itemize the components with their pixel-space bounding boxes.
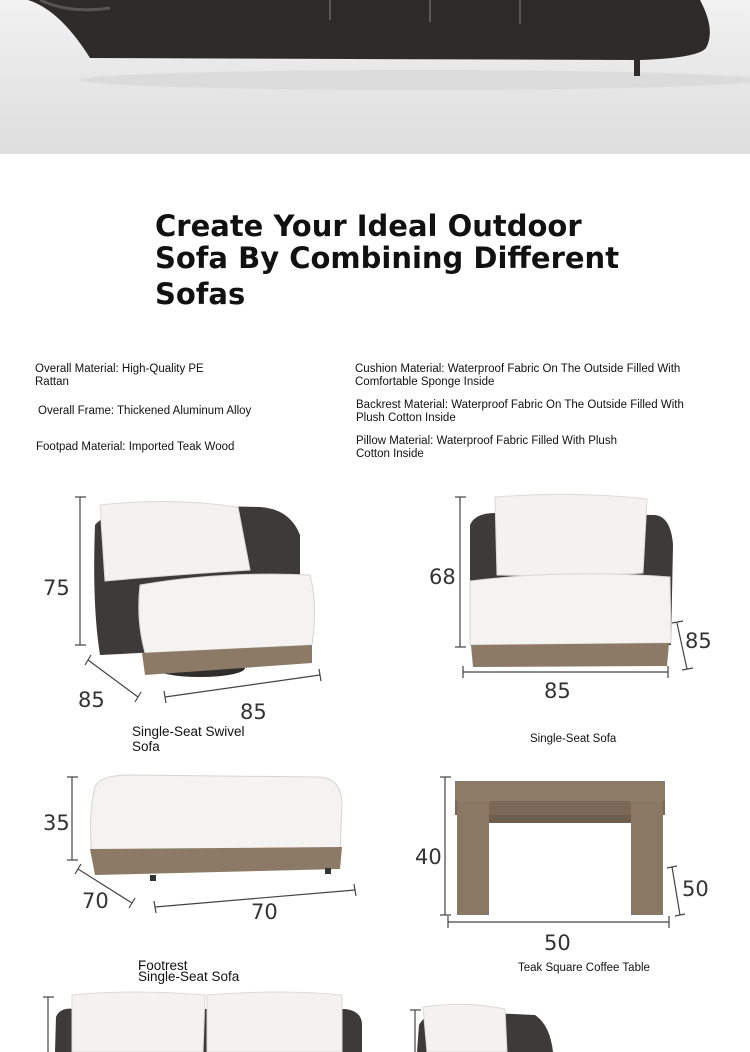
spec-footpad-material (36, 441, 296, 454)
spec-value: Imported Teak Wood (128, 441, 235, 453)
spec-value: High-Quality PE Rattan (35, 363, 204, 388)
spec-overall-material (35, 363, 235, 389)
product-caption: Footrest (138, 958, 188, 973)
dim-width: 85 (544, 679, 571, 703)
dim-width: 85 (240, 700, 267, 724)
product-caption: Single-Seat Swivel Sofa (132, 724, 245, 754)
product-caption: Teak Square Coffee Table (518, 962, 650, 974)
spec-label: Footpad Material: (36, 441, 129, 453)
footrest-illustration (0, 765, 375, 925)
spec-label: Pillow Material: (356, 435, 437, 447)
dim-height: 35 (43, 811, 70, 835)
spec-backrest-material (356, 399, 686, 425)
spec-value: Waterproof Fabric Filled With Plush Cotton Inside (356, 435, 617, 460)
spec-value: Waterproof Fabric On The Outside Filled With Plush Cotton Inside (356, 399, 684, 424)
dim-depth: 85 (685, 629, 712, 653)
title-line-2: Sofa By Combining Different (155, 241, 620, 275)
spec-pillow-material (356, 435, 646, 461)
page-title (155, 210, 625, 310)
spec-value: Thickened Aluminum Alloy (117, 405, 252, 417)
dim-height: 68 (429, 565, 456, 589)
spec-cushion-material (355, 363, 705, 389)
hero-photo (0, 0, 750, 154)
swivel-sofa-illustration (0, 485, 375, 725)
dim-height: 75 (43, 576, 70, 600)
dim-depth: 70 (82, 889, 109, 913)
spec-label: Backrest Material: (356, 399, 452, 411)
spec-label: Cushion Material: (355, 363, 448, 375)
title-line-1: Create Your Ideal Outdoor (155, 209, 582, 243)
dim-width: 50 (544, 931, 571, 955)
dim-depth: 85 (78, 688, 105, 712)
armchair-illustration-cropped (375, 985, 750, 1052)
dim-depth: 50 (682, 877, 709, 901)
loveseat-illustration-cropped (0, 985, 375, 1052)
spec-overall-frame (38, 405, 298, 418)
dim-height: 40 (415, 845, 442, 869)
spec-label: Overall Material: (35, 363, 122, 375)
next-product-caption: Single-Seat Sofa (138, 969, 240, 984)
sofa-photo-crop (0, 0, 750, 154)
dim-width: 70 (251, 900, 278, 924)
spec-value: Waterproof Fabric On The Outside Filled With Comfortable Sponge Inside (355, 363, 681, 388)
spec-label: Overall Frame: (38, 405, 118, 417)
product-caption: Single-Seat Sofa (530, 733, 617, 745)
title-line-3: Sofas (155, 277, 246, 311)
